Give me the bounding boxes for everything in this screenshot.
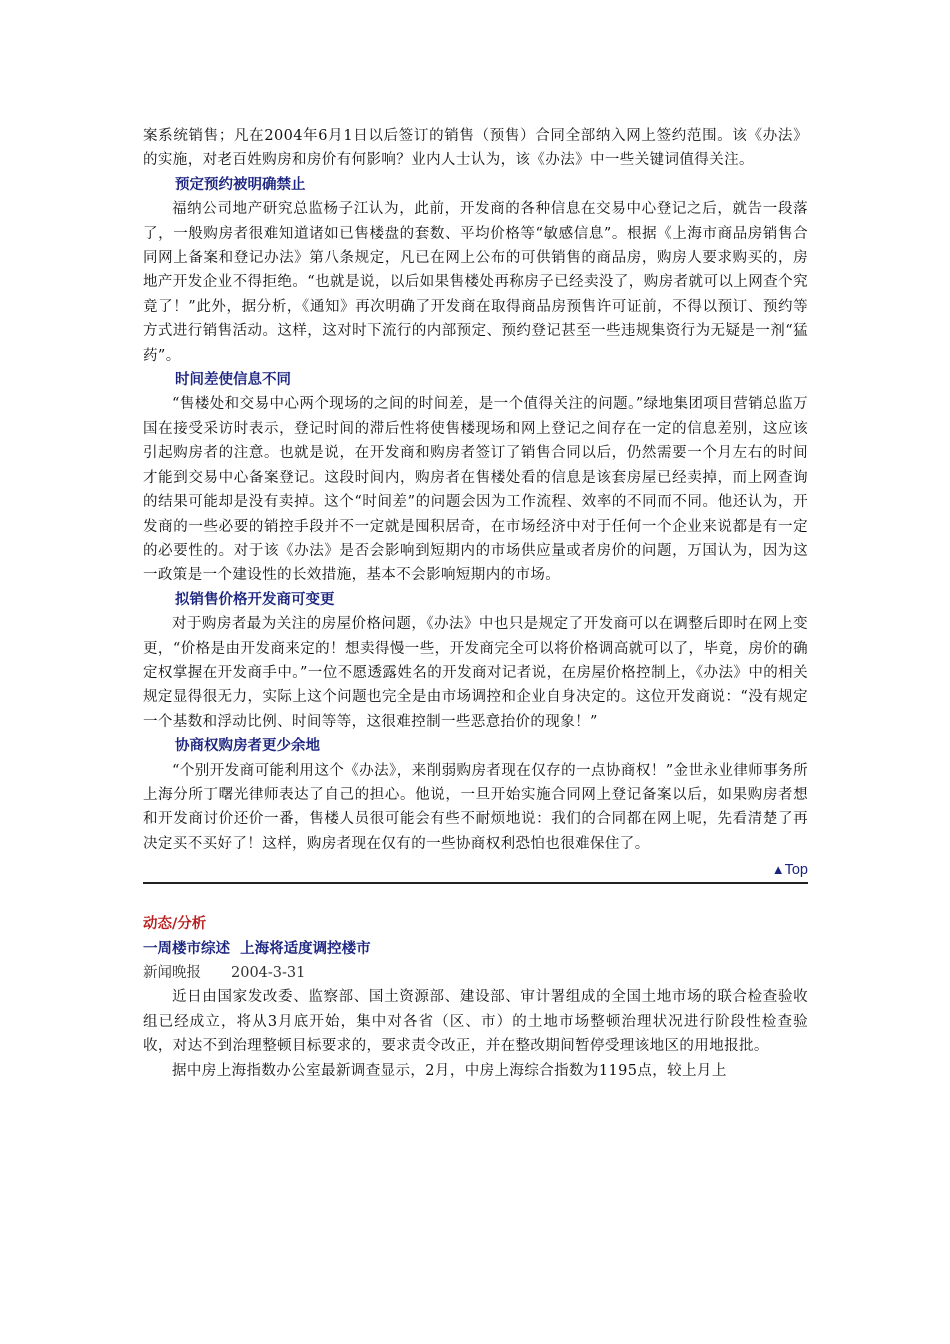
back-to-top-label: Top [784, 862, 808, 879]
back-to-top-row [143, 858, 808, 880]
section-divider [143, 882, 808, 884]
section-label: 动态/分析 [143, 916, 207, 933]
up-triangle-icon: ▲ [771, 862, 785, 878]
document-page [143, 124, 808, 1083]
article-section [143, 368, 808, 588]
section-body: 福纳公司地产研究总监杨子江认为，此前，开发商的各种信息在交易中心登记之后，就告一段落了，一般购房者很难知道诸如已售楼盘的套数、平均价格等“敏感信息”。根据《上海市商品房销售合同网上备案和登记办法》第八条规定，凡已在网上公布的可供销售的商品房，购房人要求购买的，房地产开发企业不得拒绝。“也就是说，以后如果售楼处再称房子已经卖没了，购房者就可以上网查个究竟了！”此外，据分析，《通知》再次明确了开发商在取得商品房预售许可证前，不得以预订、预约等方式进行销售活动。这样，这对时下流行的内部预定、预约登记甚至一些违规集资行为无疑是一剂“猛药”。 [143, 201, 808, 364]
back-to-top-link[interactable] [772, 862, 808, 878]
article-source-line [143, 961, 808, 985]
intro-paragraph: 案系统销售；凡在2004年6月1日以后签订的销售（预售）合同全部纳入网上签约范围。该《办法》的实施，对老百姓购房和房价有何影响？业内人士认为，该《办法》中一些关键词值得关注。 [143, 128, 808, 169]
article-section [143, 588, 808, 734]
section-heading: 时间差使信息不同 [175, 372, 291, 389]
article-title: 一周楼市综述 上海将适度调控楼市 [143, 940, 371, 957]
article-paragraph: 据中房上海指数办公室最新调查显示，2月，中房上海综合指数为1195点，较上月上 [172, 1062, 727, 1079]
section-heading: 协商权购房者更少余地 [175, 738, 320, 755]
section-body: 对于购房者最为关注的房屋价格问题，《办法》中也只是规定了开发商可以在调整后即时在网上变更，“价格是由开发商来定的！想卖得慢一些，开发商完全可以将价格调高就可以了，毕竟，房价的确定权掌握在开发商手中。”一位不愿透露姓名的开发商对记者说，在房屋价格控制上，《办法》中的相关规定显得很无力，实际上这个问题也完全是由市场调控和企业自身决定的。这位开发商说：“没有规定一个基数和浮动比例、时间等等，这很难控制一些恶意抬价的现象！” [143, 616, 808, 730]
article-section [143, 734, 808, 856]
article-date: 2004-3-31 [231, 965, 306, 981]
section-heading: 拟销售价格开发商可变更 [175, 591, 335, 608]
article-source: 新闻晚报 [143, 965, 201, 981]
article-paragraph: 近日由国家发改委、监察部、国土资源部、建设部、审计署组成的全国土地市场的联合检查验收组已经成立，将从3月底开始，集中对各省（区、市）的土地市场整顿治理状况进行阶段性检查验收，对达不到治理整顿目标要求的，要求责令改正，并在整改期间暂停受理该地区的用地报批。 [143, 989, 808, 1055]
section-heading: 预定预约被明确禁止 [175, 176, 306, 193]
section-body: “售楼处和交易中心两个现场的之间的时间差，是一个值得关注的问题。”绿地集团项目营销总监万国在接受采访时表示，登记时间的滞后性将使售楼现场和网上登记之间存在一定的信息差别，这应该引起购房者的注意。也就是说，在开发商和购房者签订了销售合同以后，仍然需要一个月左右的时间才能到交易中心备案登记。这段时间内，购房者在售楼处看的信息是该套房屋已经卖掉，而上网查询的结果可能却是没有卖掉。这个“时间差”的问题会因为工作流程、效率的不同而不同。他还认为，开发商的一些必要的销控手段并不一定就是囤积居奇，在市场经济中对于任何一个企业来说都是有一定的必要性的。对于该《办法》是否会影响到短期内的市场供应量或者房价的问题，万国认为，因为这一政策是一个建设性的长效措施，基本不会影响短期内的市场。 [143, 396, 808, 584]
section-body: “个别开发商可能利用这个《办法》，来削弱购房者现在仅存的一点协商权！”金世永业律师事务所上海分所丁曙光律师表达了自己的担心。他说，一旦开始实施合同网上登记备案以后，如果购房者想和开发商讨价还价一番，售楼人员很可能会有些不耐烦地说：我们的合同都在网上呢，先看清楚了再决定买不买好了！这样，购房者现在仅有的一些协商权利恐怕也很难保住了。 [143, 762, 808, 852]
article-section [143, 173, 808, 368]
